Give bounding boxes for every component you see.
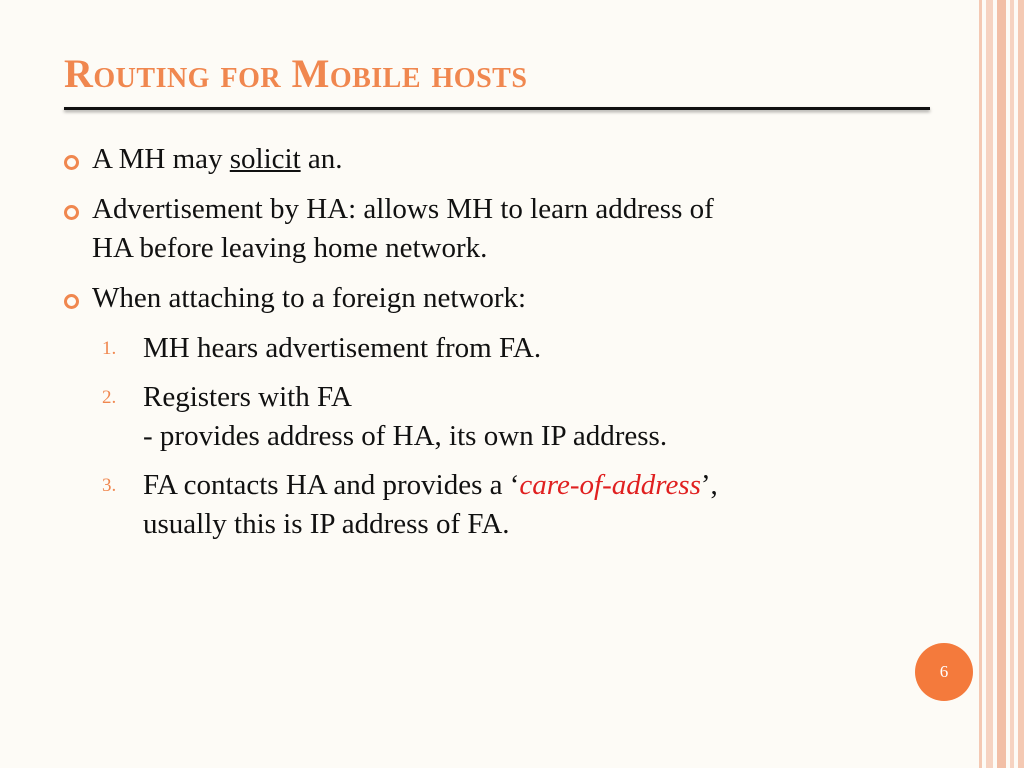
ring-bullet-icon [64,205,79,220]
page-number: 6 [939,662,949,681]
ring-bullet-icon [64,155,79,170]
slide-body [64,140,944,554]
bullet-item [64,140,944,179]
step-text-line1: Registers with FA [143,381,352,413]
decorative-stripe [986,0,993,768]
step-text-line2: - provides address of HA, its own IP address. [143,420,668,452]
bullet-text-pre: A MH may [92,143,230,175]
bullet-underlined-word: solicit [229,143,301,175]
bullet-item [64,279,944,318]
numbered-step [64,466,944,544]
step-text-post: ’, [700,469,718,501]
bullet-item [64,190,944,268]
care-of-address-term: care-of-address [519,469,701,501]
slide-title: Routing for Mobile hosts [64,51,528,96]
step-text-pre: FA contacts HA and provides a ‘ [143,469,520,501]
ring-bullet-icon [64,294,79,309]
step-text-line2: usually this is IP address of FA. [143,508,510,540]
bullet-text-line2: HA before leaving home network. [92,232,488,264]
step-number: 1. [102,338,117,359]
page-number-badge [915,643,973,701]
numbered-step [64,378,944,456]
bullet-text-post: an. [300,143,343,175]
title-divider [64,107,930,110]
step-number: 2. [102,387,117,408]
bullet-text-line1: Advertisement by HA: allows MH to learn address of [92,193,714,225]
bullet-text: When attaching to a foreign network: [92,282,527,314]
decorative-stripe [979,0,982,768]
step-number: 3. [102,475,117,496]
numbered-step [64,329,944,368]
decorative-stripe [1010,0,1014,768]
decorative-stripe [1018,0,1024,768]
step-text: MH hears advertisement from FA. [143,332,542,364]
decorative-stripe [997,0,1006,768]
